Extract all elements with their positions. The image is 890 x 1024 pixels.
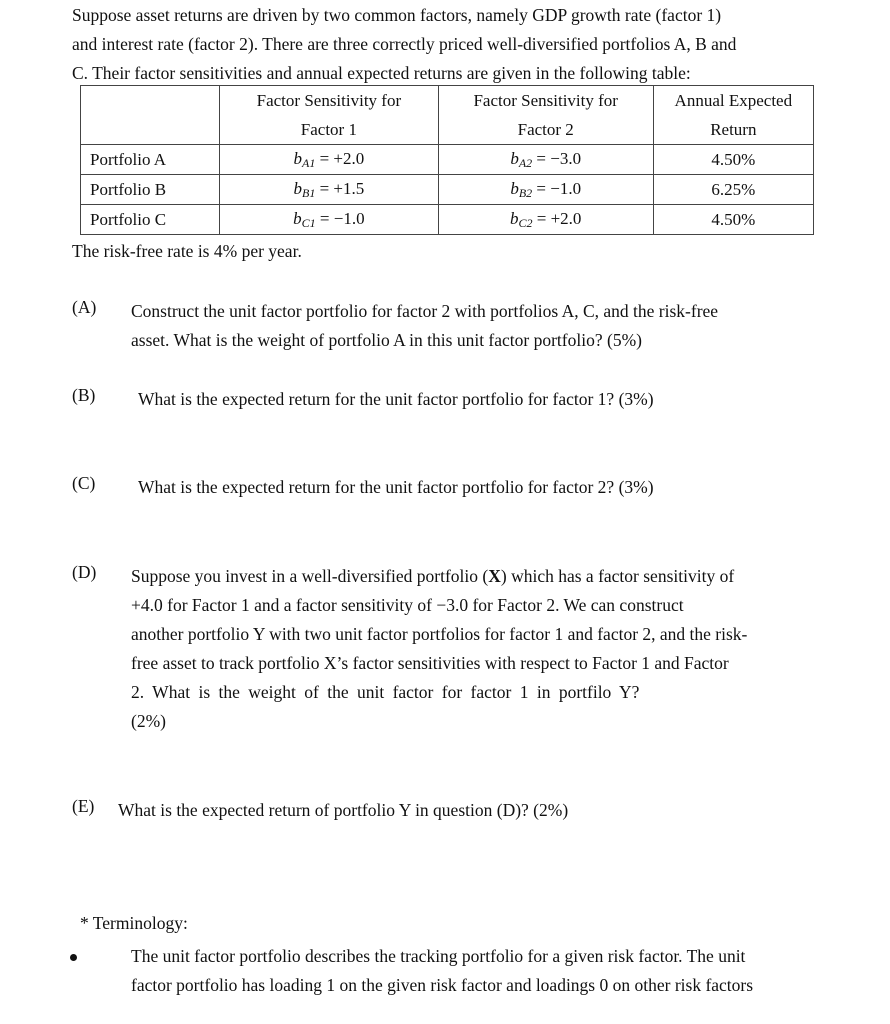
terminology-line-1: The unit factor portfolio describes the tracking portfolio for a given risk factor. The unit [131,946,746,966]
question-b-text: What is the expected return for the unit factor portfolio for factor 1? (3%) [138,389,654,409]
factor2-sensitivity: $b_{B2} = -1.0$ [438,175,653,205]
question-d-line-5: 2. What is the weight of the unit factor for factor 1 in portfilo Y? [131,682,640,702]
question-c-text: What is the expected return for the unit factor portfolio for factor 2? (3%) [138,477,654,497]
table-header-row [81,86,814,145]
terminology-line-2: factor portfolio has loading 1 on the given risk factor and loadings 0 on other risk factors [131,975,754,995]
table-header-empty [81,86,220,145]
factor-table [80,85,814,235]
question-b-label: (B) [72,385,96,405]
intro-line-2: and interest rate (factor 2). There are three correctly priced well-diversified portfolios A, B and [72,34,737,54]
table-header-factor1 [220,86,439,145]
question-d-line-6: (2%) [131,711,166,731]
expected-return: 4.50% [653,145,813,175]
header-return-line1: Annual Expected [674,91,793,110]
riskfree-rate-text: The risk-free rate is 4% per year. [72,241,302,261]
question-d-line-1: Suppose you invest in a well-diversified portfolio (X) which has a factor sensitivity of [131,566,735,586]
factor1-sensitivity: $b_{C1} = -1.0$ [220,205,439,235]
question-d-label: (D) [72,562,97,582]
portfolio-name: Portfolio C [81,205,220,235]
factor2-sensitivity: $b_{A2} = -3.0$ [438,145,653,175]
table-header-return [653,86,813,145]
table-header-factor2 [438,86,653,145]
question-d-line-3: another portfolio Y with two unit factor portfolios for factor 1 and factor 2, and the risk- [131,624,748,644]
table-row [81,175,814,205]
question-a-line-1: Construct the unit factor portfolio for factor 2 with portfolios A, C, and the risk-free [131,301,719,321]
header-return-line2: Return [710,120,757,139]
table-row [81,205,814,235]
expected-return: 6.25% [653,175,813,205]
bullet-icon [70,954,77,961]
question-d-line-2: +4.0 for Factor 1 and a factor sensitivity of −3.0 for Factor 2. We can construct [131,595,684,615]
intro-line-1: Suppose asset returns are driven by two common factors, namely GDP growth rate (factor 1) [72,5,722,25]
portfolio-name: Portfolio B [81,175,220,205]
header-factor1-line1: Factor Sensitivity for [256,91,402,110]
header-factor1-line2: Factor 1 [300,120,357,139]
expected-return: 4.50% [653,205,813,235]
question-a-line-2: asset. What is the weight of portfolio A in this unit factor portfolio? (5%) [131,330,642,350]
header-factor2-line1: Factor Sensitivity for [473,91,618,110]
portfolio-name: Portfolio A [81,145,220,175]
table-row [81,145,814,175]
header-factor2-line2: Factor 2 [517,120,574,139]
intro-line-3: C. Their factor sensitivities and annual expected returns are given in the following table: [72,63,691,83]
question-d-line-4: free asset to track portfolio X’s factor sensitivities with respect to Factor 1 and Factor [131,653,729,673]
question-e-label: (E) [72,796,95,816]
question-c-label: (C) [72,473,96,493]
factor1-sensitivity: $b_{B1} = +1.5$ [220,175,439,205]
factor2-sensitivity: $b_{C2} = +2.0$ [438,205,653,235]
question-e-text: What is the expected return of portfolio Y in question (D)? (2%) [118,800,569,820]
factor1-sensitivity: $b_{A1} = +2.0$ [220,145,439,175]
question-a-label: (A) [72,297,97,317]
terminology-title: * Terminology: [80,913,188,933]
